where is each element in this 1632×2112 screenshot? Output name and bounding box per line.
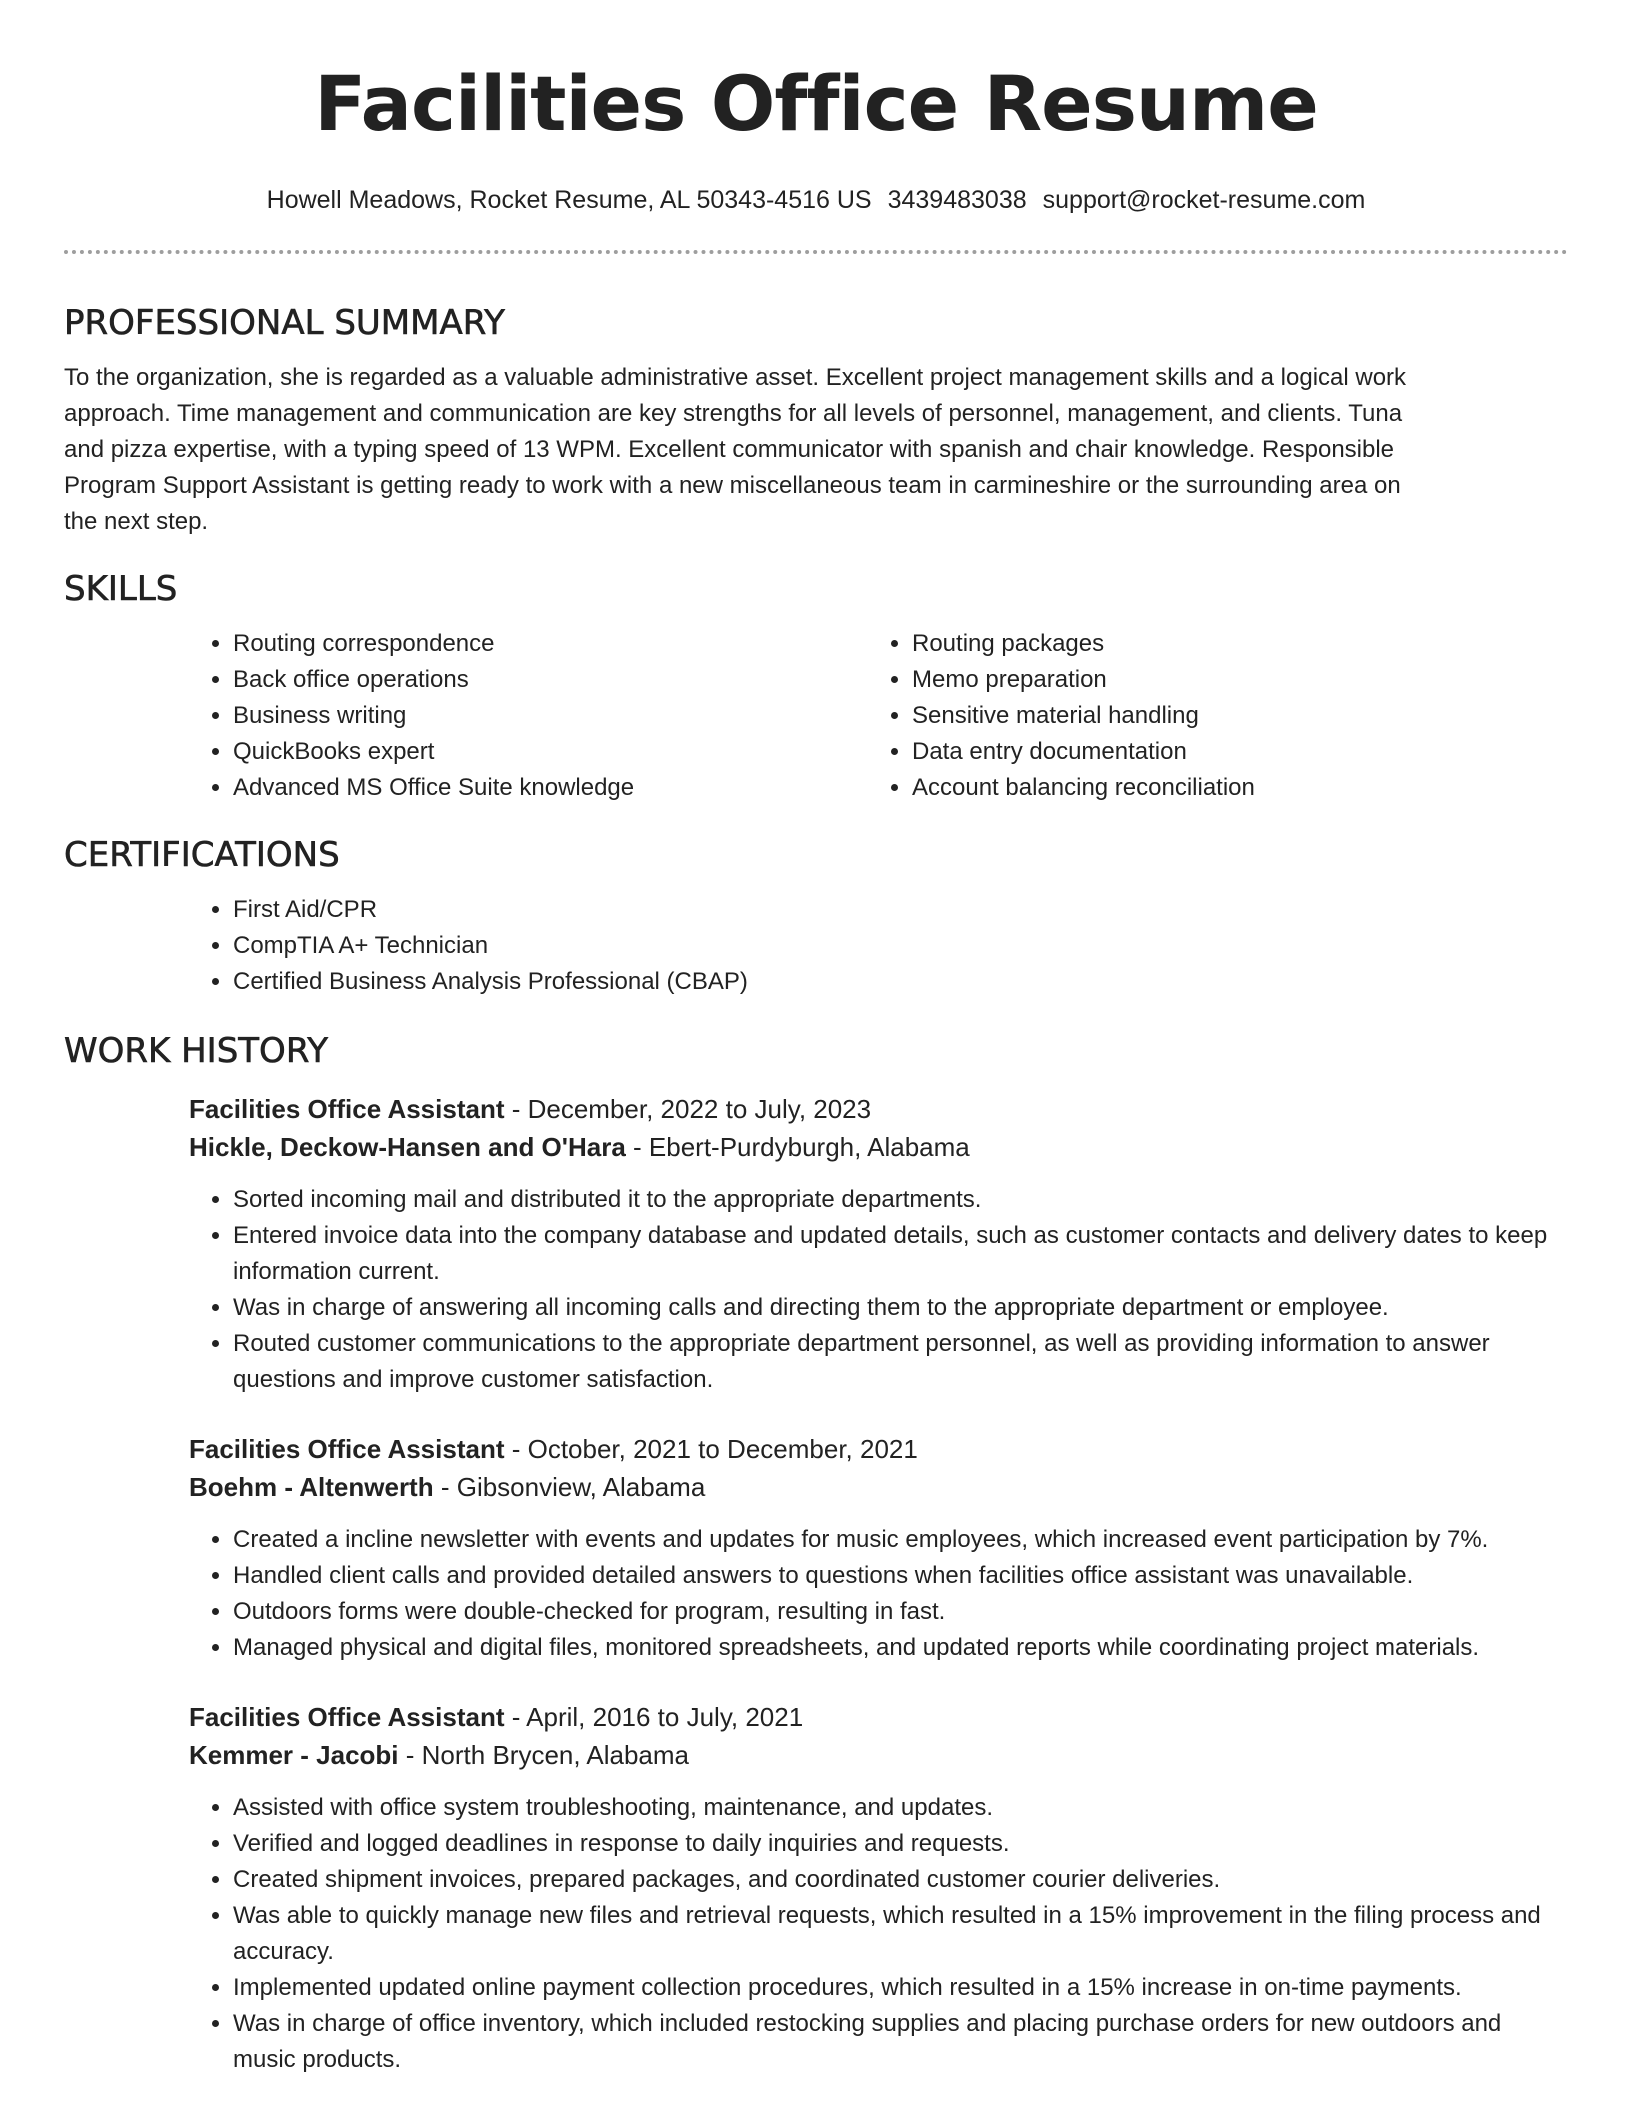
job-bullet: • Entered invoice data into the company database and updated details, such as customer contacts and delivery dates to keep information current. — [233, 1218, 1564, 1290]
contact-line — [64, 184, 1568, 216]
skill-item: • Memo preparation — [912, 662, 1547, 698]
job-dates: - April, 2016 to July, 2021 — [504, 1702, 804, 1732]
job-bullet: • Sorted incoming mail and distributed it to the appropriate departments. — [233, 1182, 1564, 1218]
job-title: Facilities Office Assistant — [189, 1702, 505, 1732]
job-company-line — [189, 1128, 1568, 1166]
skills-list — [189, 626, 1568, 806]
job-title: Facilities Office Assistant — [189, 1094, 505, 1124]
work-history-heading: WORK HISTORY — [64, 1031, 329, 1071]
skill-item: • Back office operations — [233, 662, 868, 698]
job-bullet: • Managed physical and digital files, monitored spreadsheets, and updated reports while coordinating project materials. — [233, 1630, 1564, 1666]
job-bullet: • Routed customer communications to the appropriate department personnel, as well as providing information to answer questions and improve customer satisfaction. — [233, 1326, 1564, 1398]
skill-item: • Account balancing reconciliation — [912, 770, 1547, 806]
job-bullet: • Created a incline newsletter with events and updates for music employees, which increased event participation by 7%. — [233, 1522, 1564, 1558]
job-entry — [189, 1430, 1568, 1666]
job-location: - Gibsonview, Alabama — [433, 1472, 706, 1502]
job-bullets — [189, 1182, 1564, 1398]
certification-item: • First Aid/CPR — [233, 892, 1568, 928]
resume-page — [64, 0, 1568, 2078]
header-divider — [64, 250, 1568, 254]
job-bullet: • Handled client calls and provided detailed answers to questions when facilities office assistant was unavailable. — [233, 1558, 1564, 1594]
job-title-line — [189, 1430, 1568, 1468]
skill-item: • Sensitive material handling — [912, 698, 1547, 734]
skills-right-column — [868, 626, 1547, 806]
job-bullet: • Outdoors forms were double-checked for program, resulting in fast. — [233, 1594, 1564, 1630]
skills-heading: SKILLS — [64, 569, 178, 609]
skill-item: • Advanced MS Office Suite knowledge — [233, 770, 868, 806]
job-title-line — [189, 1698, 1568, 1736]
contact-address: Howell Meadows, Rocket Resume, AL 50343-4516 US — [266, 186, 872, 214]
job-bullet: • Was able to quickly manage new files and retrieval requests, which resulted in a 15% improvement in the filing process and accuracy. — [233, 1898, 1564, 1970]
job-company-line — [189, 1468, 1568, 1506]
skill-item: • Business writing — [233, 698, 868, 734]
skills-left-column — [189, 626, 868, 806]
job-bullet: • Created shipment invoices, prepared packages, and coordinated customer courier deliveries. — [233, 1862, 1564, 1898]
summary-text: To the organization, she is regarded as a valuable administrative asset. Excellent project management skills and a logical work approach. Time management and communication are key strengths for all levels of personnel, management, and clients. Tuna and pizza expertise, with a typing speed of 13 WPM. Excellent communicator with spanish and chair knowledge. Responsible Program Support Assistant is getting ready to work with a new miscellaneous team in carmineshire or the surrounding area on the next step. — [64, 364, 1407, 535]
job-company: Hickle, Deckow-Hansen and O'Hara — [189, 1132, 626, 1162]
certification-item: • CompTIA A+ Technician — [233, 928, 1568, 964]
skill-item: • Routing correspondence — [233, 626, 868, 662]
job-title: Facilities Office Assistant — [189, 1434, 505, 1464]
job-dates: - December, 2022 to July, 2023 — [504, 1094, 872, 1124]
resume-title: Facilities Office Resume — [314, 59, 1318, 148]
job-company-line — [189, 1736, 1568, 1774]
skill-item: • Routing packages — [912, 626, 1547, 662]
contact-email: support@rocket-resume.com — [1042, 186, 1366, 214]
job-bullet: • Was in charge of answering all incoming calls and directing them to the appropriate department or employee. — [233, 1290, 1564, 1326]
job-title-line — [189, 1090, 1568, 1128]
certifications-heading: CERTIFICATIONS — [64, 835, 340, 875]
job-dates: - October, 2021 to December, 2021 — [504, 1434, 918, 1464]
job-entry — [189, 1090, 1568, 1398]
job-location: - North Brycen, Alabama — [398, 1740, 689, 1770]
certifications-list — [189, 892, 1568, 1000]
skill-item: • Data entry documentation — [912, 734, 1547, 770]
job-company: Kemmer - Jacobi — [189, 1740, 399, 1770]
certification-item: • Certified Business Analysis Professional (CBAP) — [233, 964, 1568, 1000]
job-bullet: • Assisted with office system troubleshooting, maintenance, and updates. — [233, 1790, 1564, 1826]
skill-item: • QuickBooks expert — [233, 734, 868, 770]
job-bullet: • Verified and logged deadlines in response to daily inquiries and requests. — [233, 1826, 1564, 1862]
job-bullet: • Was in charge of office inventory, which included restocking supplies and placing purchase orders for new outdoors and music products. — [233, 2006, 1564, 2078]
job-location: - Ebert-Purdyburgh, Alabama — [625, 1132, 970, 1162]
summary-heading: PROFESSIONAL SUMMARY — [64, 303, 505, 343]
job-entry — [189, 1698, 1568, 2078]
job-bullets — [189, 1522, 1564, 1666]
job-bullet: • Implemented updated online payment collection procedures, which resulted in a 15% increase in on-time payments. — [233, 1970, 1564, 2006]
job-bullets — [189, 1790, 1564, 2078]
contact-phone: 3439483038 — [887, 186, 1027, 214]
certifications-ul — [189, 892, 1568, 1000]
job-company: Boehm - Altenwerth — [189, 1472, 434, 1502]
